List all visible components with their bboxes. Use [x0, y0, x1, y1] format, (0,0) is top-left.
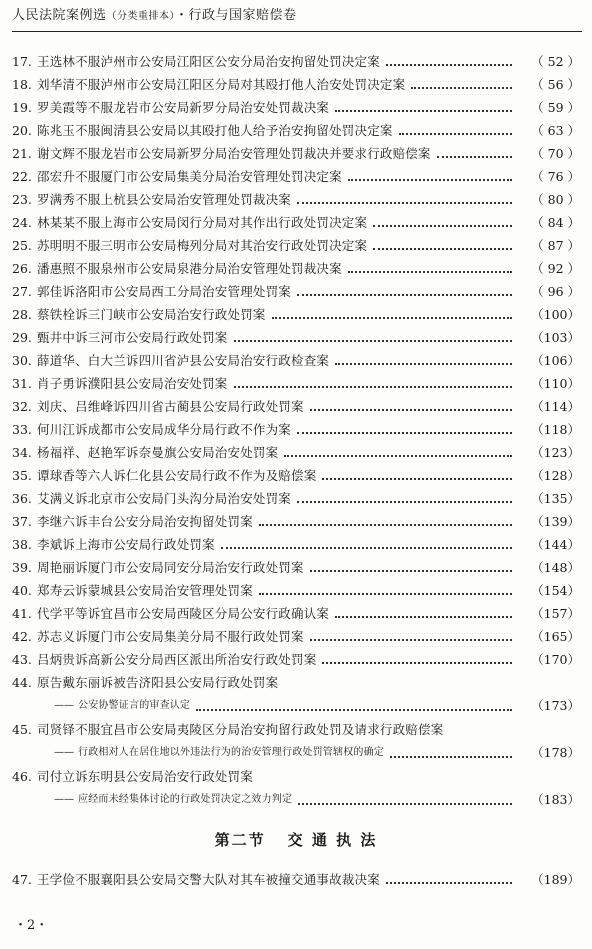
entry-number: 20. — [12, 123, 32, 138]
entry-subtitle: 行政相对人在居住地以外违法行为的治安管理行政处罚管辖权的确定 — [78, 747, 384, 758]
entry-number: 33. — [12, 422, 32, 437]
toc-entry-row — [12, 372, 580, 395]
entry-number: 43. — [12, 652, 32, 667]
entry-title[interactable]: 吕炳贵诉高新公安分局西区派出所治安行政处罚案 — [37, 652, 317, 667]
table-of-contents — [12, 50, 580, 891]
toc-entry[interactable] — [12, 119, 580, 142]
entry-title[interactable]: 郑寿云诉蒙城县公安局治安管理处罚案 — [37, 583, 253, 598]
dot-leader — [390, 755, 512, 758]
toc-entry[interactable] — [12, 579, 580, 602]
entry-number: 40. — [12, 583, 32, 598]
toc-entry-row — [12, 50, 580, 73]
toc-entry[interactable] — [12, 188, 580, 211]
entry-number: 38. — [12, 537, 32, 552]
dot-leader — [298, 802, 512, 805]
toc-entry-row — [12, 119, 580, 142]
toc-entry[interactable] — [12, 418, 580, 441]
entry-page: （189） — [531, 872, 580, 887]
toc-entry-row — [12, 556, 580, 579]
toc-entry-row — [12, 142, 580, 165]
entry-title[interactable]: 罗满秀不服上杭县公安局治安管理处罚裁决案 — [37, 192, 292, 207]
entry-number: 21. — [12, 146, 32, 161]
dot-leader — [335, 615, 512, 618]
entry-number: 17. — [12, 54, 32, 69]
entry-subtitle: 公安协警证言的审查认定 — [78, 700, 191, 711]
toc-entry-row — [12, 602, 580, 625]
entry-page: （ 84 ） — [531, 215, 580, 230]
dot-leader — [411, 86, 512, 89]
dot-leader — [335, 109, 512, 112]
entry-number: 35. — [12, 468, 32, 483]
toc-entry-row — [12, 234, 580, 257]
toc-entry[interactable] — [12, 602, 580, 625]
entry-number: 26. — [12, 261, 32, 276]
section-heading — [12, 812, 580, 868]
entry-title[interactable]: 郭佳诉洛阳市公安局西工分局治安管理处罚案 — [37, 284, 292, 299]
toc-entry[interactable] — [12, 441, 580, 464]
entry-page: （135） — [531, 491, 580, 506]
entry-number: 42. — [12, 629, 32, 644]
dot-leader — [348, 178, 512, 181]
toc-entry[interactable] — [12, 142, 580, 165]
entry-title[interactable]: 艾满义诉北京市公安局门头沟分局治安处罚案 — [37, 491, 292, 506]
entry-number: 25. — [12, 238, 32, 253]
dot-leader — [297, 431, 512, 434]
toc-entry[interactable] — [12, 303, 580, 326]
toc-entry-row — [12, 625, 580, 648]
entry-page: （106） — [531, 353, 580, 368]
entry-number: 32. — [12, 399, 32, 414]
volume-title: ・行政与国家赔偿卷 — [175, 8, 297, 23]
dot-leader — [221, 546, 512, 549]
toc-entry-row — [12, 326, 580, 349]
em-dash: —— — [54, 700, 74, 711]
entry-title[interactable]: 李斌诉上海市公安局行政处罚案 — [37, 537, 215, 552]
toc-entry-row — [12, 165, 580, 188]
dot-leader — [259, 592, 512, 595]
entry-title[interactable]: 苏志义诉厦门市公安局集美分局不服行政处罚案 — [37, 629, 304, 644]
entry-page: （170） — [531, 652, 580, 667]
entry-title[interactable]: 原告戴东丽诉被告济阳县公安局行政处罚案 — [37, 675, 279, 690]
dot-leader — [386, 63, 512, 66]
toc-entry[interactable] — [12, 625, 580, 648]
entry-title[interactable]: 肖子勇诉濮阳县公安局治安处罚案 — [37, 376, 228, 391]
entry-number: 37. — [12, 514, 32, 529]
dot-leader — [196, 708, 512, 711]
toc-entry-row — [12, 96, 580, 119]
toc-entry-row — [12, 579, 580, 602]
entry-page: （165） — [531, 629, 580, 644]
toc-entry[interactable] — [12, 372, 580, 395]
toc-entry[interactable] — [12, 556, 580, 579]
entry-page: （157） — [531, 606, 580, 621]
entry-number: 44. — [12, 675, 32, 690]
toc-entry-row — [12, 73, 580, 96]
entry-number: 23. — [12, 192, 32, 207]
running-header — [12, 6, 582, 32]
dot-leader — [272, 316, 512, 319]
entry-page: （154） — [531, 583, 580, 598]
toc-entry-row — [12, 464, 580, 487]
entry-page: （178） — [531, 745, 580, 760]
entry-title[interactable]: 苏明明不服三明市公安局梅列分局对其治安行政处罚决定案 — [37, 238, 368, 253]
entry-page: （ 70 ） — [531, 146, 580, 161]
dot-leader — [348, 270, 512, 273]
entry-title[interactable]: 林某某不服上海市公安局闵行分局对其作出行政处罚决定案 — [37, 215, 368, 230]
toc-entry[interactable] — [12, 280, 580, 303]
section-label: 第二节 — [214, 831, 266, 849]
entry-page: （ 96 ） — [531, 284, 580, 299]
entry-title[interactable]: 谢文辉不服龙岩市公安局新罗分局治安管理处罚裁决并要求行政赔偿案 — [37, 146, 431, 161]
entry-page: （123） — [531, 445, 580, 460]
em-dash: —— — [54, 747, 74, 758]
toc-entry[interactable] — [12, 326, 580, 349]
entry-title[interactable]: 潘惠照不服泉州市公安局泉港分局治安管理处罚裁决案 — [37, 261, 342, 276]
dot-leader — [437, 155, 512, 158]
section-title: 交 通 执 法 — [287, 831, 378, 849]
dot-leader — [399, 132, 512, 135]
toc-entry[interactable] — [12, 73, 580, 96]
entry-title[interactable]: 代学平等诉宜昌市公安局西陵区分局公安行政确认案 — [37, 606, 330, 621]
entry-number: 19. — [12, 100, 32, 115]
entry-number: 30. — [12, 353, 32, 368]
dot-leader — [310, 638, 512, 641]
entry-page: （173） — [531, 698, 580, 713]
entry-number: 29. — [12, 330, 32, 345]
entry-subtitle-row — [12, 694, 580, 718]
toc-entry[interactable] — [12, 510, 580, 533]
toc-entry-row — [12, 718, 580, 741]
entry-title[interactable]: 甄井中诉三河市公安局行政处罚案 — [37, 330, 228, 345]
toc-entry-row — [12, 648, 580, 671]
toc-entry[interactable] — [12, 50, 580, 73]
entry-page: （183） — [531, 792, 580, 807]
toc-entry-row — [12, 395, 580, 418]
toc-entry[interactable] — [12, 165, 580, 188]
entry-page: （ 52 ） — [531, 54, 580, 69]
toc-entry-row — [12, 441, 580, 464]
entry-number: 18. — [12, 77, 32, 92]
toc-entry[interactable] — [12, 464, 580, 487]
toc-entry[interactable] — [12, 395, 580, 418]
dot-leader — [310, 408, 512, 411]
dot-leader — [335, 362, 512, 365]
entry-title[interactable]: 杨福祥、赵艳军诉奈曼旗公安局治安处罚案 — [37, 445, 279, 460]
toc-entry-row — [12, 765, 580, 788]
entry-page: （ 63 ） — [531, 123, 580, 138]
entry-title[interactable]: 刘庆、吕维峰诉四川省古蔺县公安局行政处罚案 — [37, 399, 304, 414]
entry-page: （128） — [531, 468, 580, 483]
entry-number: 45. — [12, 722, 32, 737]
entry-number: 39. — [12, 560, 32, 575]
toc-entry[interactable] — [12, 765, 580, 812]
entry-title[interactable]: 何川江诉成都市公安局成华分局行政不作为案 — [37, 422, 292, 437]
dot-leader — [259, 523, 512, 526]
toc-entry[interactable] — [12, 349, 580, 372]
entry-subtitle-row — [12, 741, 580, 765]
entry-page: （103） — [531, 330, 580, 345]
entry-number: 46. — [12, 769, 32, 784]
entry-title[interactable]: 司贤铎不服宜昌市公安局夷陵区分局治安拘留行政处罚及请求行政赔偿案 — [37, 722, 444, 737]
toc-entry-row — [12, 188, 580, 211]
entry-page: （ 76 ） — [531, 169, 580, 184]
entry-number: 31. — [12, 376, 32, 391]
entry-title[interactable]: 邵宏升不服厦门市公安局集美分局治安管理处罚决定案 — [37, 169, 342, 184]
toc-entry[interactable] — [12, 96, 580, 119]
entry-title[interactable]: 谭球香等六人诉仁化县公安局行政不作为及赔偿案 — [37, 468, 317, 483]
dot-leader — [310, 569, 512, 572]
toc-entry-row — [12, 487, 580, 510]
entry-title[interactable]: 薛道华、白大兰诉四川省泸县公安局治安行政检查案 — [37, 353, 330, 368]
entry-page: （118） — [531, 422, 580, 437]
entry-title[interactable]: 李继六诉丰台公安分局治安拘留处罚案 — [37, 514, 253, 529]
entry-page: （ 87 ） — [531, 238, 580, 253]
entry-page: （110） — [531, 376, 580, 391]
toc-entry[interactable] — [12, 257, 580, 280]
entry-title[interactable]: 王选林不服泸州市公安局江阳区公安分局治安拘留处罚决定案 — [37, 54, 380, 69]
entry-title[interactable]: 周艳丽诉厦门市公安局同安分局治安行政处罚案 — [37, 560, 304, 575]
entry-page: （ 92 ） — [531, 261, 580, 276]
dot-leader — [284, 454, 512, 457]
toc-entry[interactable] — [12, 648, 580, 671]
entry-page: （148） — [531, 560, 580, 575]
entry-page: （139） — [531, 514, 580, 529]
entry-number: 36. — [12, 491, 32, 506]
toc-entry[interactable] — [12, 533, 580, 556]
dot-leader — [297, 293, 512, 296]
dot-leader — [373, 224, 512, 227]
toc-entry-row — [12, 303, 580, 326]
toc-entry-row — [12, 280, 580, 303]
entry-title[interactable]: 司付立诉东明县公安局治安行政处罚案 — [37, 769, 253, 784]
toc-entry-row — [12, 533, 580, 556]
toc-entry[interactable] — [12, 718, 580, 765]
dot-leader — [386, 881, 512, 884]
entry-title[interactable]: 蔡铁栓诉三门峡市公安局治安行政处罚案 — [37, 307, 266, 322]
toc-entry-row — [12, 211, 580, 234]
dot-leader — [373, 247, 512, 250]
entry-number: 47. — [12, 872, 32, 887]
dot-leader — [234, 385, 512, 388]
toc-entry-row — [12, 349, 580, 372]
em-dash: —— — [54, 794, 74, 805]
entry-title[interactable]: 陈兆玉不服闽清县公安局以其殴打他人给予治安拘留处罚决定案 — [37, 123, 393, 138]
toc-entry[interactable] — [12, 211, 580, 234]
entry-title[interactable]: 刘华清不服泸州市公安局江阳区分局对其殴打他人治安处罚决定案 — [37, 77, 406, 92]
entry-page: （114） — [531, 399, 580, 414]
toc-entry-row — [12, 510, 580, 533]
entry-number: 34. — [12, 445, 32, 460]
toc-entry[interactable] — [12, 487, 580, 510]
entry-page: （ 56 ） — [531, 77, 580, 92]
book-edition: （分类重排本） — [106, 11, 176, 22]
dot-leader — [234, 339, 512, 342]
toc-entry[interactable] — [12, 671, 580, 718]
dot-leader — [322, 661, 512, 664]
toc-entry-row — [12, 868, 580, 891]
entry-number: 41. — [12, 606, 32, 621]
entry-page: （ 80 ） — [531, 192, 580, 207]
dot-leader — [297, 201, 512, 204]
toc-entry[interactable] — [12, 234, 580, 257]
entry-title[interactable]: 罗美霞等不服龙岩市公安局新罗分局治安处罚裁决案 — [37, 100, 330, 115]
toc-entry-row — [12, 257, 580, 280]
entry-number: 28. — [12, 307, 32, 322]
dot-leader — [297, 500, 512, 503]
entry-page: （ 59 ） — [531, 100, 580, 115]
entry-title[interactable]: 王学俭不服襄阳县公安局交警大队对其车被撞交通事故裁决案 — [37, 872, 380, 887]
book-title: 人民法院案例选 — [12, 8, 107, 23]
entry-subtitle-row — [12, 788, 580, 812]
entry-number: 27. — [12, 284, 32, 299]
entry-page: （100） — [531, 307, 580, 322]
toc-entry-row — [12, 418, 580, 441]
entry-number: 22. — [12, 169, 32, 184]
toc-entry[interactable] — [12, 868, 580, 891]
toc-entry-row — [12, 671, 580, 694]
page-number: ・2・ — [14, 918, 49, 933]
entry-page: （144） — [531, 537, 580, 552]
entry-subtitle: 应经而未经集体讨论的行政处罚决定之效力判定 — [78, 794, 293, 805]
entry-number: 24. — [12, 215, 32, 230]
dot-leader — [322, 477, 512, 480]
